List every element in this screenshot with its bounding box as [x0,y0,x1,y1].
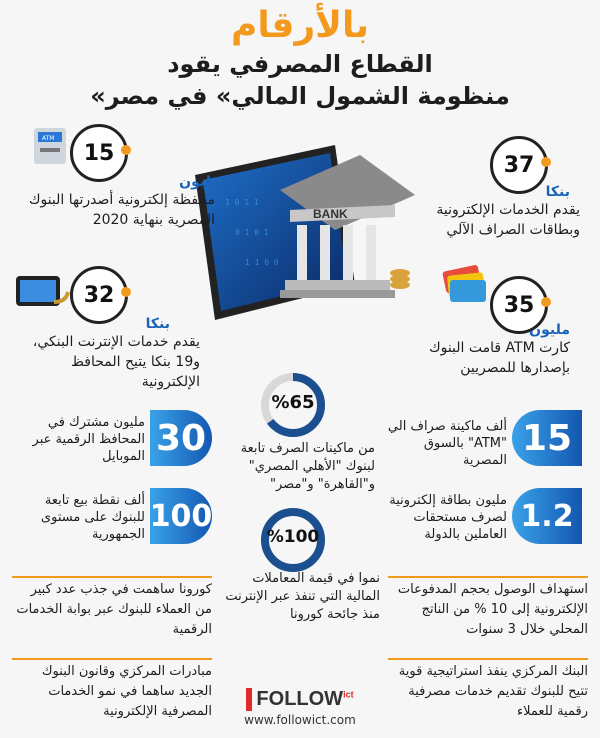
svg-text:0 1 0 1: 0 1 0 1 [235,228,269,237]
header [0,4,600,112]
note-left-2: مبادرات المركزي وقانون البنوك الجديد ساهما في نمو الخدمات المصرفية الإلكترونية [41,664,212,719]
pct-ring-65 [258,370,328,440]
badge-30-desc: مليون مشترك في المحافظ الرقمية عبر الموبايل [32,415,145,464]
note-right-2: البنك المركزي ينفذ استراتيجية قوية تتيح للبنوك تقديم خدمات مصرفية رقمية للعملاء [398,664,588,719]
svg-text:1 0 1 1: 1 0 1 1 [225,198,259,207]
stat-35-unit: مليون [529,322,570,338]
note-right-1: استهداف الوصول بحجم المدفوعات الإلكترونية إلى 10 % من الناتج المحلي خلال 3 سنوات [397,582,588,637]
stat-15-unit: مليون [179,174,220,190]
pct-ring-100 [258,505,328,575]
badge-1-2-desc: مليون بطاقة إلكترونية لصرف مستحقات العاملين بالدولة [389,493,507,542]
stat-circle-35: 35 [490,276,548,334]
pct-100-label: %100 [266,527,320,547]
note-left-1: كورونا ساهمت في جذب عدد كبير من العملاء للبنوك عبر بوابة الخدمات الرقمية [16,582,212,637]
stat-37-desc: يقدم الخدمات الإلكترونية وبطاقات الصراف الآلي [436,202,580,238]
badge-15: 15 [512,410,582,466]
footer-url[interactable]: www.followict.com [244,713,356,727]
title-line-1: القطاع المصرفي يقود [167,50,433,78]
pct-65-desc: من ماكينات الصرف تابعة لبنوك "الأهلي المصري" و"القاهرة" و"مصر" [240,441,375,492]
badge-100-desc: ألف نقطة بيع تابعة للبنوك على مستوى الجمهورية [40,493,145,542]
stat-circle-15: 15 [70,124,128,182]
stat-15-desc: محفظة إلكترونية أصدرتها البنوك المصرية بنهاية 2020 [28,192,215,228]
stat-circle-37: 37 [490,136,548,194]
badge-15-desc: ألف ماكينة صراف الي "ATM" بالسوق المصرية [387,419,507,468]
badge-1-2: 1.2 [512,488,582,544]
badge-30: 30 [150,410,212,466]
stat-37-unit: بنكا [545,184,570,200]
svg-text:ATM: ATM [42,135,55,142]
stat-32-unit: بنكا [145,316,170,332]
tablet-icon [14,272,70,310]
divider-right-2 [388,658,588,660]
logo-sup: ict [343,689,354,700]
pct-65-label: %65 [271,392,315,413]
divider-left-1 [12,576,212,578]
svg-text:1 1 0 0: 1 1 0 0 [245,258,279,267]
footer-logo-wrap [230,688,370,727]
footer-logo [246,688,353,711]
atm-icon [30,126,70,166]
logo-text: FOLLOW [256,688,344,710]
title-highlight: بالأرقام [230,5,370,46]
pct-100-desc: نموا في قيمة المعاملات المالية التي تنفذ عبر الإنترنت منذ جائحة كورونا [225,571,380,622]
phone-bank-graphic [185,135,425,335]
stat-circle-32: 32 [70,266,128,324]
badge-100: 100 [150,488,212,544]
bank-phone-illustration [185,135,425,335]
stat-35-desc: كارت ATM قامت البنوك بإصدارها للمصريين [429,340,570,376]
title-line-2: «منظومة الشمول المالي» في مصر [90,82,510,110]
bank-sign: BANK [313,207,348,221]
credit-cards-icon [440,258,490,308]
divider-right-1 [388,576,588,578]
divider-left-2 [12,658,212,660]
stat-32-desc: يقدم خدمات الإنترنت البنكي، و19 بنكا يتيح المحافظ الإلكترونية [32,334,200,390]
